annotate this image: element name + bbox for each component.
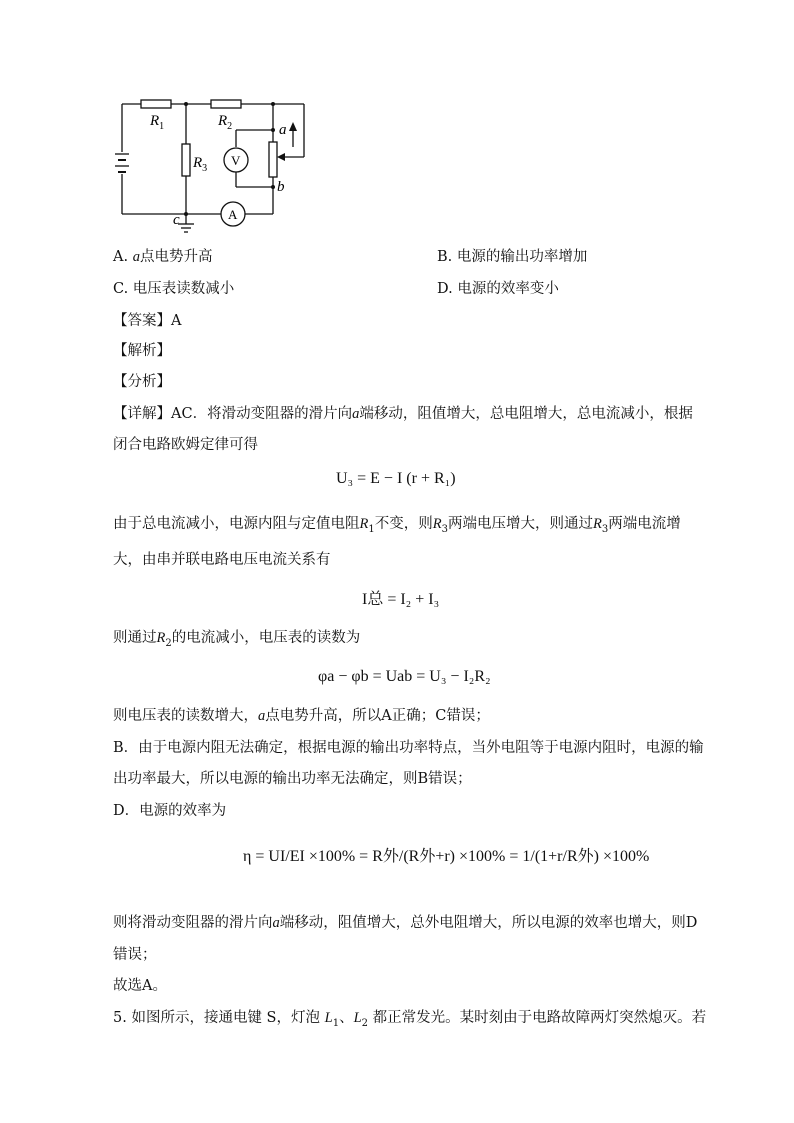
detail-line-8: 出功率最大，所以电源的输出功率无法确定，则B错误；: [113, 771, 472, 787]
equation-1: U₃ = E − I (r + R₁): [336, 470, 456, 487]
resistor-r1: [141, 100, 171, 108]
option-c: C. 电压表读数减小: [113, 281, 235, 297]
answer: 【答案】A: [113, 313, 182, 329]
battery-icon: [115, 154, 129, 172]
option-a: A. a点电势升高: [113, 249, 213, 265]
label-point-a: a: [279, 122, 287, 138]
detail-line-5: 则通过$R_2$的电流减小，电压表的读数为: [113, 630, 361, 649]
analysis-heading: 【解析】: [113, 343, 171, 359]
detail-line-1: 【详解】AC．将滑动变阻器的滑片向a端移动，阻值增大，总电阻增大，总电流减小，根据: [113, 406, 693, 422]
detail-line-7: B．由于电源内阻无法确定，根据电源的输出功率特点，当外电阻等于电源内阻时，电源的输: [113, 740, 704, 756]
equation-3: φa − φb = Uab = U₃ − I₂R₂: [318, 668, 491, 685]
next-question: 5. 如图所示，接通电键 S，灯泡 $L_1$、$L_2$ 都正常发光。某时刻由于电路故障两灯突然熄灭。若: [113, 1010, 707, 1029]
equation-2: I总 = I₂ + I₃: [362, 591, 440, 608]
label-r2: $R_2$: [218, 113, 233, 132]
detail-line-11: 错误；: [113, 947, 157, 963]
detail-line-3: 由于总电流减小，电源内阻与定值电阻$R_1$不变，则$R_3$两端电压增大，则通过$R_3$两端电流增: [113, 516, 681, 535]
label-point-c: c: [173, 212, 180, 228]
option-d: D. 电源的效率变小: [437, 281, 559, 297]
label-r1: $R_1$: [150, 113, 165, 132]
resistor-r3: [182, 144, 190, 176]
detail-line-4: 大，由串并联电路电压电流关系有: [113, 552, 331, 568]
detail-line-2: 闭合电路欧姆定律可得: [113, 437, 258, 453]
equation-4: η = UI/EI ×100% = R外/(R外+r) ×100% = 1/(1+r/R外) ×100%: [243, 848, 650, 865]
label-r3: $R_3$: [193, 155, 208, 174]
resistor-r2: [211, 100, 241, 108]
ground-icon: [178, 214, 194, 232]
option-b: B. 电源的输出功率增加: [437, 249, 588, 265]
slider-arrow-icon: [277, 153, 285, 161]
rheostat: [269, 142, 277, 177]
detail-line-6: 则电压表的读数增大，a点电势升高，所以A正确；C错误；: [113, 708, 490, 724]
voltmeter-label: V: [231, 153, 241, 168]
ammeter-label: A: [228, 207, 238, 222]
detail-line-9: D．电源的效率为: [113, 803, 227, 819]
circuit-diagram: [108, 92, 328, 237]
fenxi-heading: 【分析】: [113, 374, 171, 390]
detail-line-10: 则将滑动变阻器的滑片向a端移动，阻值增大，总外电阻增大，所以电源的效率也增大，则D: [113, 915, 698, 931]
label-point-b: b: [277, 179, 285, 195]
detail-line-12: 故选A。: [113, 978, 167, 994]
